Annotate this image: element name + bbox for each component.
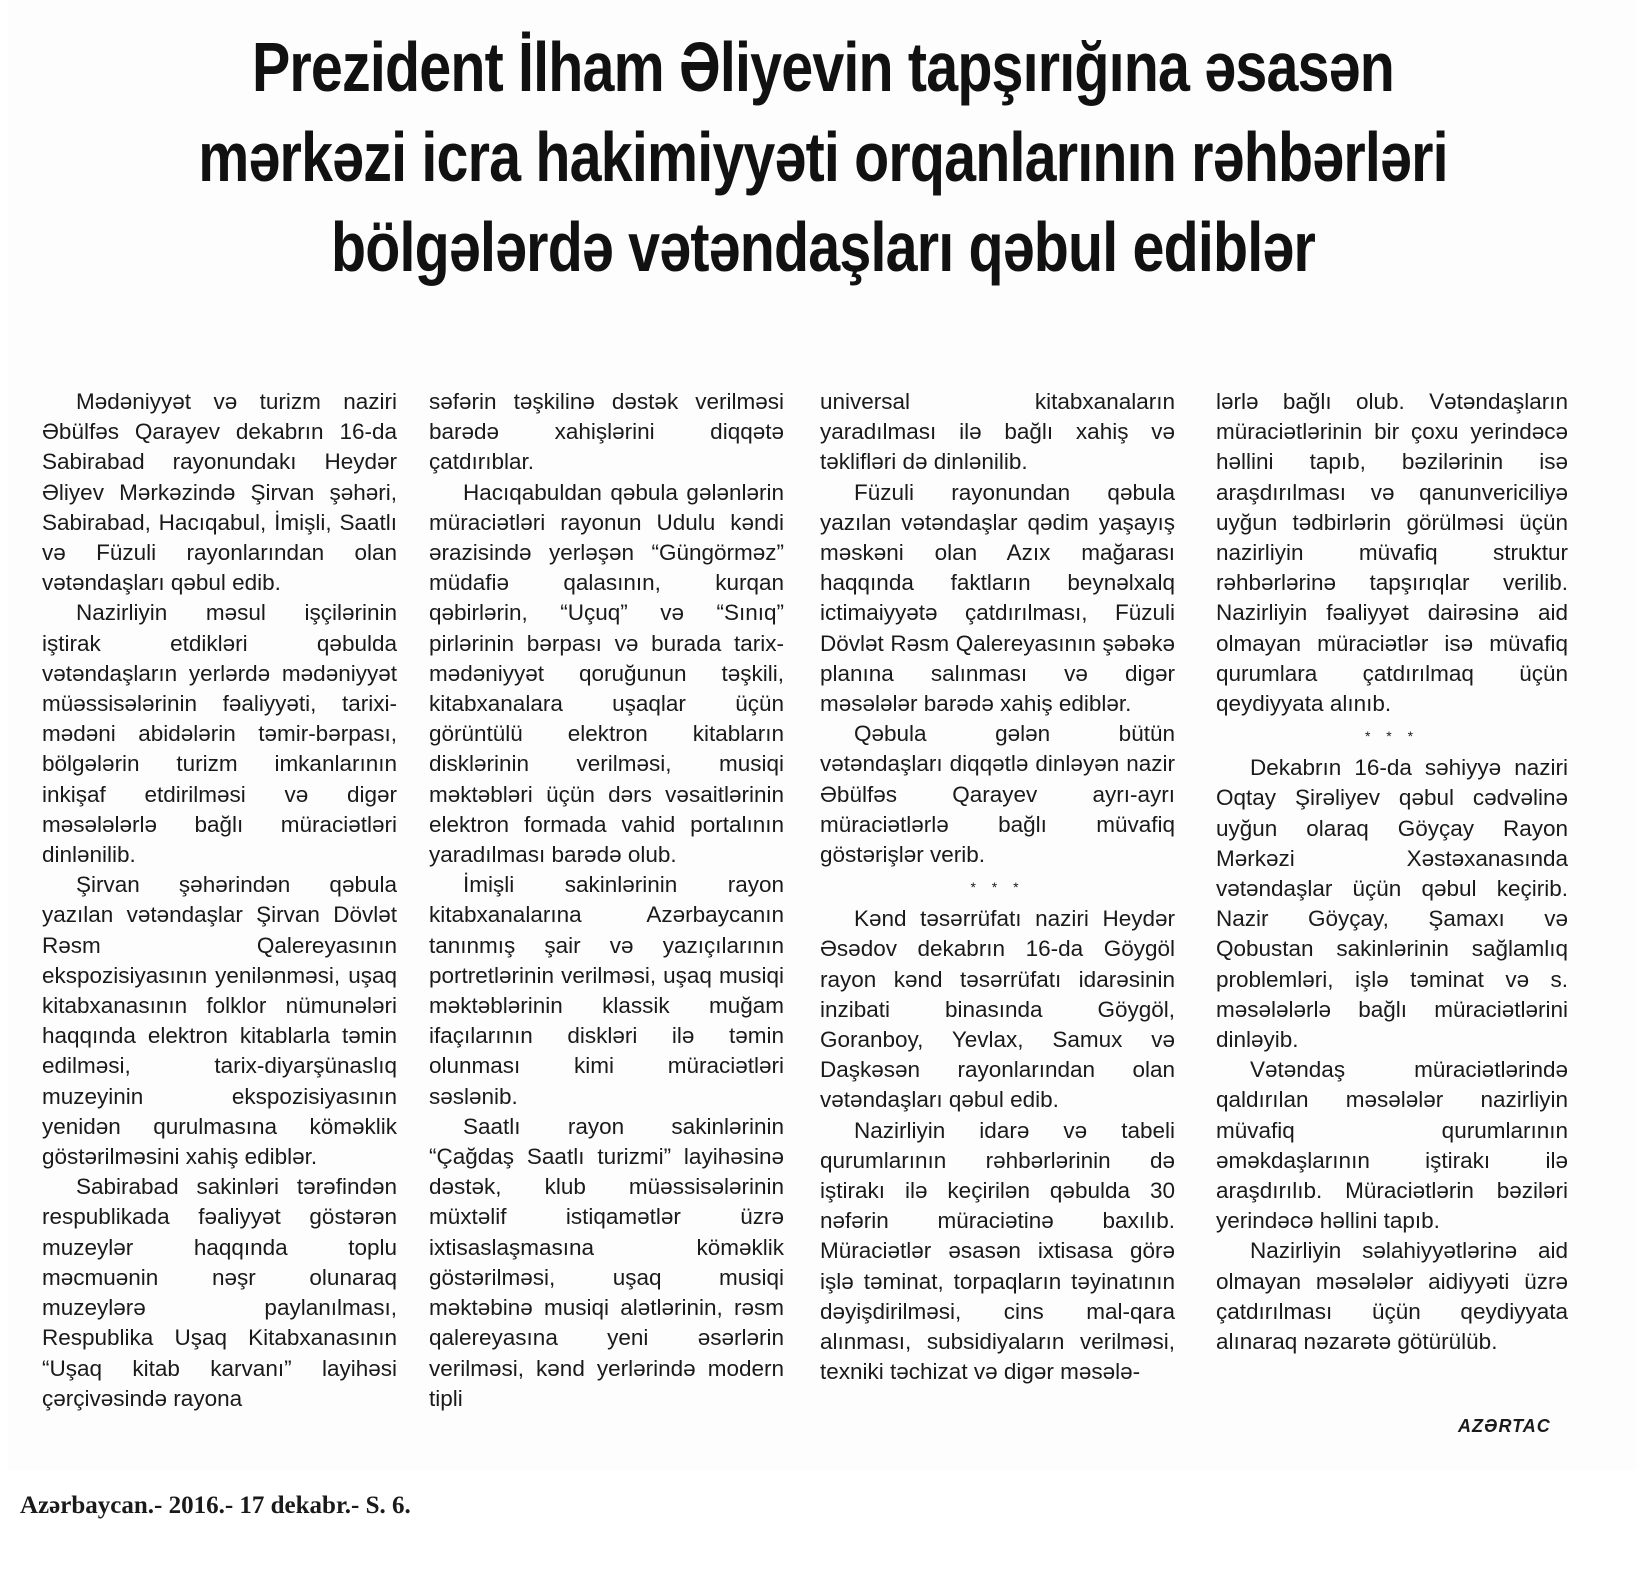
newspaper-clipping	[8, 0, 1636, 1470]
article-headline	[188, 22, 1459, 292]
article-column-2	[429, 387, 784, 1414]
section-separator: * * *	[970, 879, 1025, 896]
paragraph: səfərin təşkilinə dəstək verilməsi barədə xahişlərini diqqətə çatdırıblar.	[429, 389, 784, 475]
paragraph: lərlə bağlı olub. Vətəndaşların müraciətlərinin bir çoxu yerindəcə həllini tapıb, bəzilərinin isə araşdırılması və qanunvericiliyə uyğun tədbirlərin görülməsi üçün nazirliyin müvafiq struktur rəhbərlərinə tapşırıqlar verilib. Nazirliyin fəaliyyət dairəsinə aid olmayan müraciətlər isə müvafiq qurumlara çatdırılmaq üçün qeydiyyata alınıb.	[1216, 389, 1568, 717]
paragraph: Nazirliyin məsul işçilərinin iştirak etdikləri qəbulda vətəndaşların yerlərdə mədəniyyət müəssisələrinin fəaliyyəti, tarixi-mədəni abidələrin təmir-bərpası, bölgələrin turizm imkanlarının inkişaf etdirilməsi və digər məsələlərlə bağlı müraciətləri dinlənilib.	[42, 600, 397, 868]
paragraph: Şirvan şəhərindən qəbula yazılan vətəndaşlar Şirvan Dövlət Rəsm Qalereyasının ekspozisiyasının yenilənməsi, uşaq kitabxanasının folklor nümunələri haqqında elektron kitablarla təmin edilməsi, tarix-diyarşünaslıq muzeyinin ekspozisiyasının yenidən qurulmasına köməklik göstərilməsini xahiş ediblər.	[42, 872, 397, 1170]
paragraph: universal kitabxanaların yaradılması ilə bağlı xahiş və təklifləri də dinlənilib.	[820, 389, 1175, 475]
paragraph: Saatlı rayon sakinlərinin “Çağdaş Saatlı turizmi” layihəsinə dəstək, klub müəssisələrinin müxtəlif istiqamətlər üzrə ixtisaslaşmasına köməklik göstərilməsi, uşaq musiqi məktəbinə musiqi alətlərinin, rəsm qalereyasına yeni əsərlərin verilməsi, kənd yerlərində modern tipli	[429, 1113, 784, 1411]
paragraph: İmişli sakinlərinin rayon kitabxanalarına Azərbaycanın tanınmış şair və yazıçılarının portretlərinin verilməsi, uşaq musiqi məktəblərinin klassik muğam ifaçılarının diskləri ilə təmin olunması kimi müraciətləri səslənib.	[429, 872, 784, 1109]
article-column-3	[820, 387, 1175, 1388]
source-citation: Azərbaycan.- 2016.- 17 dekabr.- S. 6.	[20, 1492, 411, 1519]
paragraph: Kənd təsərrüfatı naziri Heydər Əsədov dekabrın 16-da Göygöl rayon kənd təsərrüfatı idarəsinin inzibati binasında Göygöl, Goranboy, Yevlax, Samux və Daşkəsən rayonlarından olan vətəndaşları qəbul edib.	[820, 906, 1175, 1113]
headline-line-1: Prezident İlham Əliyevin tapşırığına əsasən	[251, 28, 1395, 106]
paragraph: Hacıqabuldan qəbula gələnlərin müraciətləri rayonun Udulu kəndi ərazisində yerləşən “Güngörməz” müdafiə qalasının, kurqan qəbirlərin, “Uçuq” və “Sınıq” pirlərinin bərpası və burada tarix-mədəniyyət qoruğunun təşkili, kitabxanalara uşaqlar üçün görüntülü elektron kitabların disklərinin verilməsi, musiqi məktəbləri üçün dərs vəsaitlərinin elektron formada vahid portalının yaradılması barədə olub.	[429, 479, 784, 868]
article-column-1	[42, 387, 397, 1414]
headline-line-2: mərkəzi icra hakimiyyəti orqanlarının rəhbərləri	[198, 118, 1448, 196]
paragraph: Füzuli rayonundan qəbula yazılan vətəndaşlar qədim yaşayış məskəni olan Azıx mağarası haqqında faktların beynəlxalq ictimaiyyətə çatdırılması, Füzuli Dövlət Rəsm Qalereyasının şəbəkə planına salınması və digər məsələlər barədə xahiş ediblər.	[820, 479, 1175, 717]
paragraph: Nazirliyin idarə və tabeli qurumlarının rəhbərlərinin də iştirakı ilə keçirilən qəbulda 30 nəfərin müraciətinə baxılıb. Müraciətlər əsasən ixtisasa görə işlə təminat, torpaqların təyinatının dəyişdirilməsi, cins mal-qara alınması, subsidiyaların verilməsi, texniki təchizat və digər məsələ-	[820, 1117, 1175, 1385]
paragraph: Nazirliyin səlahiyyətlərinə aid olmayan məsələlər aidiyyəti üzrə çatdırılması üçün qeydiyyata alınaraq nəzarətə götürülüb.	[1216, 1238, 1568, 1355]
paragraph: Qəbula gələn bütün vətəndaşları diqqətlə dinləyən nazir Əbülfəs Qarayev ayrı-ayrı müraciətlərlə bağlı müvafiq göstərişlər verib.	[820, 721, 1175, 868]
paragraph: Dekabrın 16-da səhiyyə naziri Oqtay Şirəliyev qəbul cədvəlinə uyğun olaraq Göyçay Rayon Mərkəzi Xəstəxanasında vətəndaşlar üçün qəbul keçirib. Nazir Göyçay, Şamaxı və Qobustan sakinlərinin sağlamlıq problemləri, işlə təminat və s. məsələlərlə bağlı müraciətlərini dinləyib.	[1216, 755, 1568, 1053]
paragraph: Mədəniyyət və turizm naziri Əbülfəs Qarayev dekabrın 16-da Sabirabad rayonundakı Heydər Əliyev Mərkəzində Şirvan şəhəri, Sabirabad, Hacıqabul, İmişli, Saatlı və Füzuli rayonlarından olan vətəndaşları qəbul edib.	[42, 389, 397, 596]
article-column-4	[1216, 387, 1568, 1357]
paragraph: Sabirabad sakinləri tərəfindən respublikada fəaliyyət göstərən muzeylər haqqında toplu məcmuənin nəşr olunaraq muzeylərə paylanılması, Respublika Uşaq Kitabxanasının “Uşaq kitab karvanı” layihəsi çərçivəsində rayona	[42, 1174, 397, 1411]
paragraph: Vətəndaş müraciətlərində qaldırılan məsələlər nazirliyin müvafiq qurumlarının əməkdaşlarının iştirakı ilə araşdırılıb. Müraciətlərin bəziləri yerindəcə həllini tapıb.	[1216, 1057, 1568, 1234]
agency-signature: AZƏRTAC	[1458, 1416, 1551, 1436]
section-separator: * * *	[1364, 728, 1420, 745]
headline-line-3: bölgələrdə vətəndaşları qəbul ediblər	[330, 208, 1316, 286]
